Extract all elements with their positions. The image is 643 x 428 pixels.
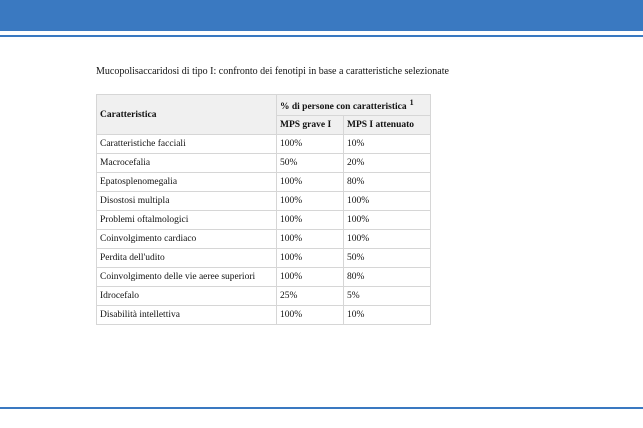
cell-feature: Epatosplenomegalia: [97, 173, 277, 192]
footnote-link[interactable]: 1: [409, 98, 414, 107]
cell-severe: 100%: [277, 192, 344, 211]
phenotype-table: [96, 94, 431, 325]
footer-divider: [0, 407, 643, 409]
cell-severe: 100%: [277, 230, 344, 249]
header-severe: MPS grave I: [277, 116, 344, 135]
table-row: [97, 230, 431, 249]
cell-severe: 100%: [277, 173, 344, 192]
table-row: [97, 306, 431, 325]
cell-attenuated: 80%: [344, 268, 431, 287]
cell-feature: Coinvolgimento cardiaco: [97, 230, 277, 249]
cell-feature: Macrocefalia: [97, 154, 277, 173]
table-row: [97, 192, 431, 211]
cell-feature: Problemi oftalmologici: [97, 211, 277, 230]
table-row: [97, 249, 431, 268]
cell-severe: 25%: [277, 287, 344, 306]
header-divider: [0, 35, 643, 37]
cell-feature: Caratteristiche facciali: [97, 135, 277, 154]
header-bar: [0, 0, 643, 31]
table-row: [97, 154, 431, 173]
cell-feature: Disabilità intellettiva: [97, 306, 277, 325]
cell-severe: 100%: [277, 306, 344, 325]
cell-attenuated: 100%: [344, 230, 431, 249]
cell-feature: Coinvolgimento delle vie aeree superiori: [97, 268, 277, 287]
table-caption: Mucopolisaccaridosi di tipo I: confronto dei fenotipi in base a caratteristiche selezionate: [96, 66, 449, 77]
cell-attenuated: 20%: [344, 154, 431, 173]
cell-attenuated: 5%: [344, 287, 431, 306]
cell-severe: 100%: [277, 211, 344, 230]
table-row: [97, 173, 431, 192]
header-attenuated: MPS I attenuato: [344, 116, 431, 135]
cell-severe: 50%: [277, 154, 344, 173]
cell-feature: Perdita dell'udito: [97, 249, 277, 268]
cell-attenuated: 100%: [344, 211, 431, 230]
cell-feature: Disostosi multipla: [97, 192, 277, 211]
cell-severe: 100%: [277, 268, 344, 287]
table-body: [97, 135, 431, 325]
header-feature: Caratteristica: [97, 95, 277, 135]
cell-feature: Idrocefalo: [97, 287, 277, 306]
cell-attenuated: 80%: [344, 173, 431, 192]
table-row: [97, 287, 431, 306]
table-row: [97, 211, 431, 230]
cell-attenuated: 10%: [344, 135, 431, 154]
cell-attenuated: 10%: [344, 306, 431, 325]
table-row: [97, 135, 431, 154]
cell-severe: 100%: [277, 135, 344, 154]
cell-attenuated: 50%: [344, 249, 431, 268]
header-group: [277, 95, 431, 116]
header-group-label: % di persone con caratteristica: [280, 102, 407, 112]
table-row: [97, 268, 431, 287]
cell-attenuated: 100%: [344, 192, 431, 211]
cell-severe: 100%: [277, 249, 344, 268]
